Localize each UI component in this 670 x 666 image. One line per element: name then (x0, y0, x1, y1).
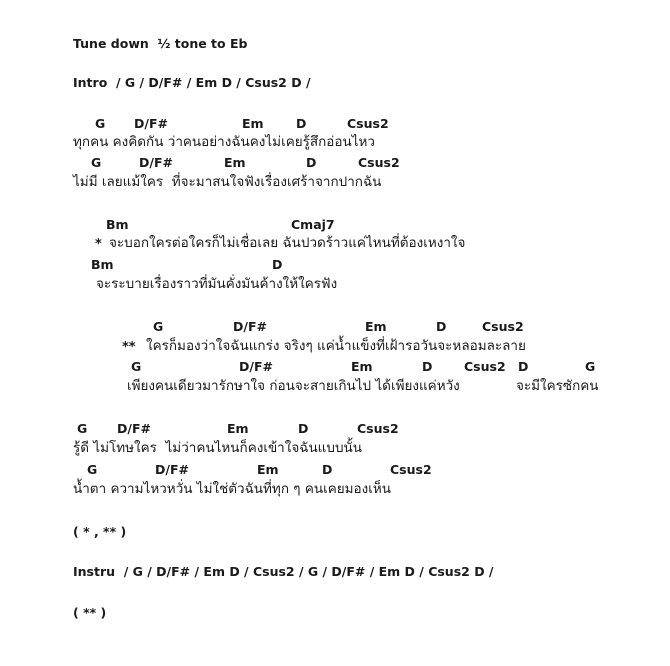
section-marker: ** (122, 340, 136, 355)
chord: Csus2 (358, 155, 400, 170)
chord: Csus2 (347, 116, 389, 131)
chord: Em (365, 319, 387, 334)
lyric-line: ใครก็มองว่าใจฉันแกร่ง จริงๆ แค่น้ำแข็งที่เฝ้ารอวันจะหลอมละลาย (146, 338, 526, 354)
chord: Em (227, 421, 249, 436)
chord: Bm (91, 257, 114, 272)
chord: Em (224, 155, 246, 170)
lyric-line: น้ำตา ความไหวหวั่น ไม่ใช่ตัวฉันที่ทุก ๆ คนเคยมองเห็น (73, 481, 391, 497)
lyric-line: รู้ดี ไม่โทษใคร ไม่ว่าคนไหนก็คงเข้าใจฉันแบบนั้น (73, 440, 362, 456)
chord: Cmaj7 (291, 217, 335, 232)
lyric-line: ไม่มี เลยแม้ใคร ที่จะมาสนใจฟังเรื่องเศร้าจากปากฉัน (73, 174, 382, 190)
lyric-line: จะบอกใครต่อใครก็ไม่เชื่อเลย ฉันปวดร้าวแค่ไหนที่ต้องเหงาใจ (109, 235, 466, 251)
lyric-line: เพียงคนเดียวมารักษาใจ ก่อนจะสายเกินไป ได้เพียงแค่หวัง (127, 378, 460, 394)
chord: Csus2 (390, 462, 432, 477)
chord: Csus2 (357, 421, 399, 436)
chord: G (131, 359, 142, 374)
repeat-instruction: ( ** ) (73, 605, 107, 620)
lyric-line: ทุกคน คงคิดกัน ว่าคนอย่างฉันคงไม่เคยรู้สึกอ่อนไหว (73, 134, 376, 150)
chord: D/F# (239, 359, 273, 374)
chord: D (298, 421, 309, 436)
chord: Csus2 (482, 319, 524, 334)
chord: G (77, 421, 88, 436)
chord: D/F# (117, 421, 151, 436)
lyric-line: จะระบายเรื่องราวที่มันคั่งมันค้างให้ใครฟัง (96, 276, 338, 292)
instrumental-line: Instru / G / D/F# / Em D / Csus2 / G / D/F# / Em D / Csus2 D / (73, 564, 494, 579)
chord: D/F# (134, 116, 168, 131)
chord: G (91, 155, 102, 170)
tuning-note: Tune down ½ tone to Eb (73, 36, 248, 51)
chord: G (87, 462, 98, 477)
chord: D/F# (139, 155, 173, 170)
chord: D/F# (155, 462, 189, 477)
chord: D (436, 319, 447, 334)
chord: D (422, 359, 433, 374)
chord: G (153, 319, 164, 334)
chord: D/F# (233, 319, 267, 334)
section-marker: * (95, 237, 102, 252)
chord: Em (242, 116, 264, 131)
chord: D (322, 462, 333, 477)
chord: D (306, 155, 317, 170)
chord: Em (351, 359, 373, 374)
chord: D (272, 257, 283, 272)
chord: D (296, 116, 307, 131)
intro-line: Intro / G / D/F# / Em D / Csus2 D / (73, 75, 311, 90)
chord: Bm (106, 217, 129, 232)
chord: G (95, 116, 106, 131)
chord: Em (257, 462, 279, 477)
lyric-line: จะมีใครซักคน (516, 378, 599, 394)
chord: G (585, 359, 596, 374)
chord: D (518, 359, 529, 374)
repeat-instruction: ( * , ** ) (73, 524, 127, 539)
chord: Csus2 (464, 359, 506, 374)
